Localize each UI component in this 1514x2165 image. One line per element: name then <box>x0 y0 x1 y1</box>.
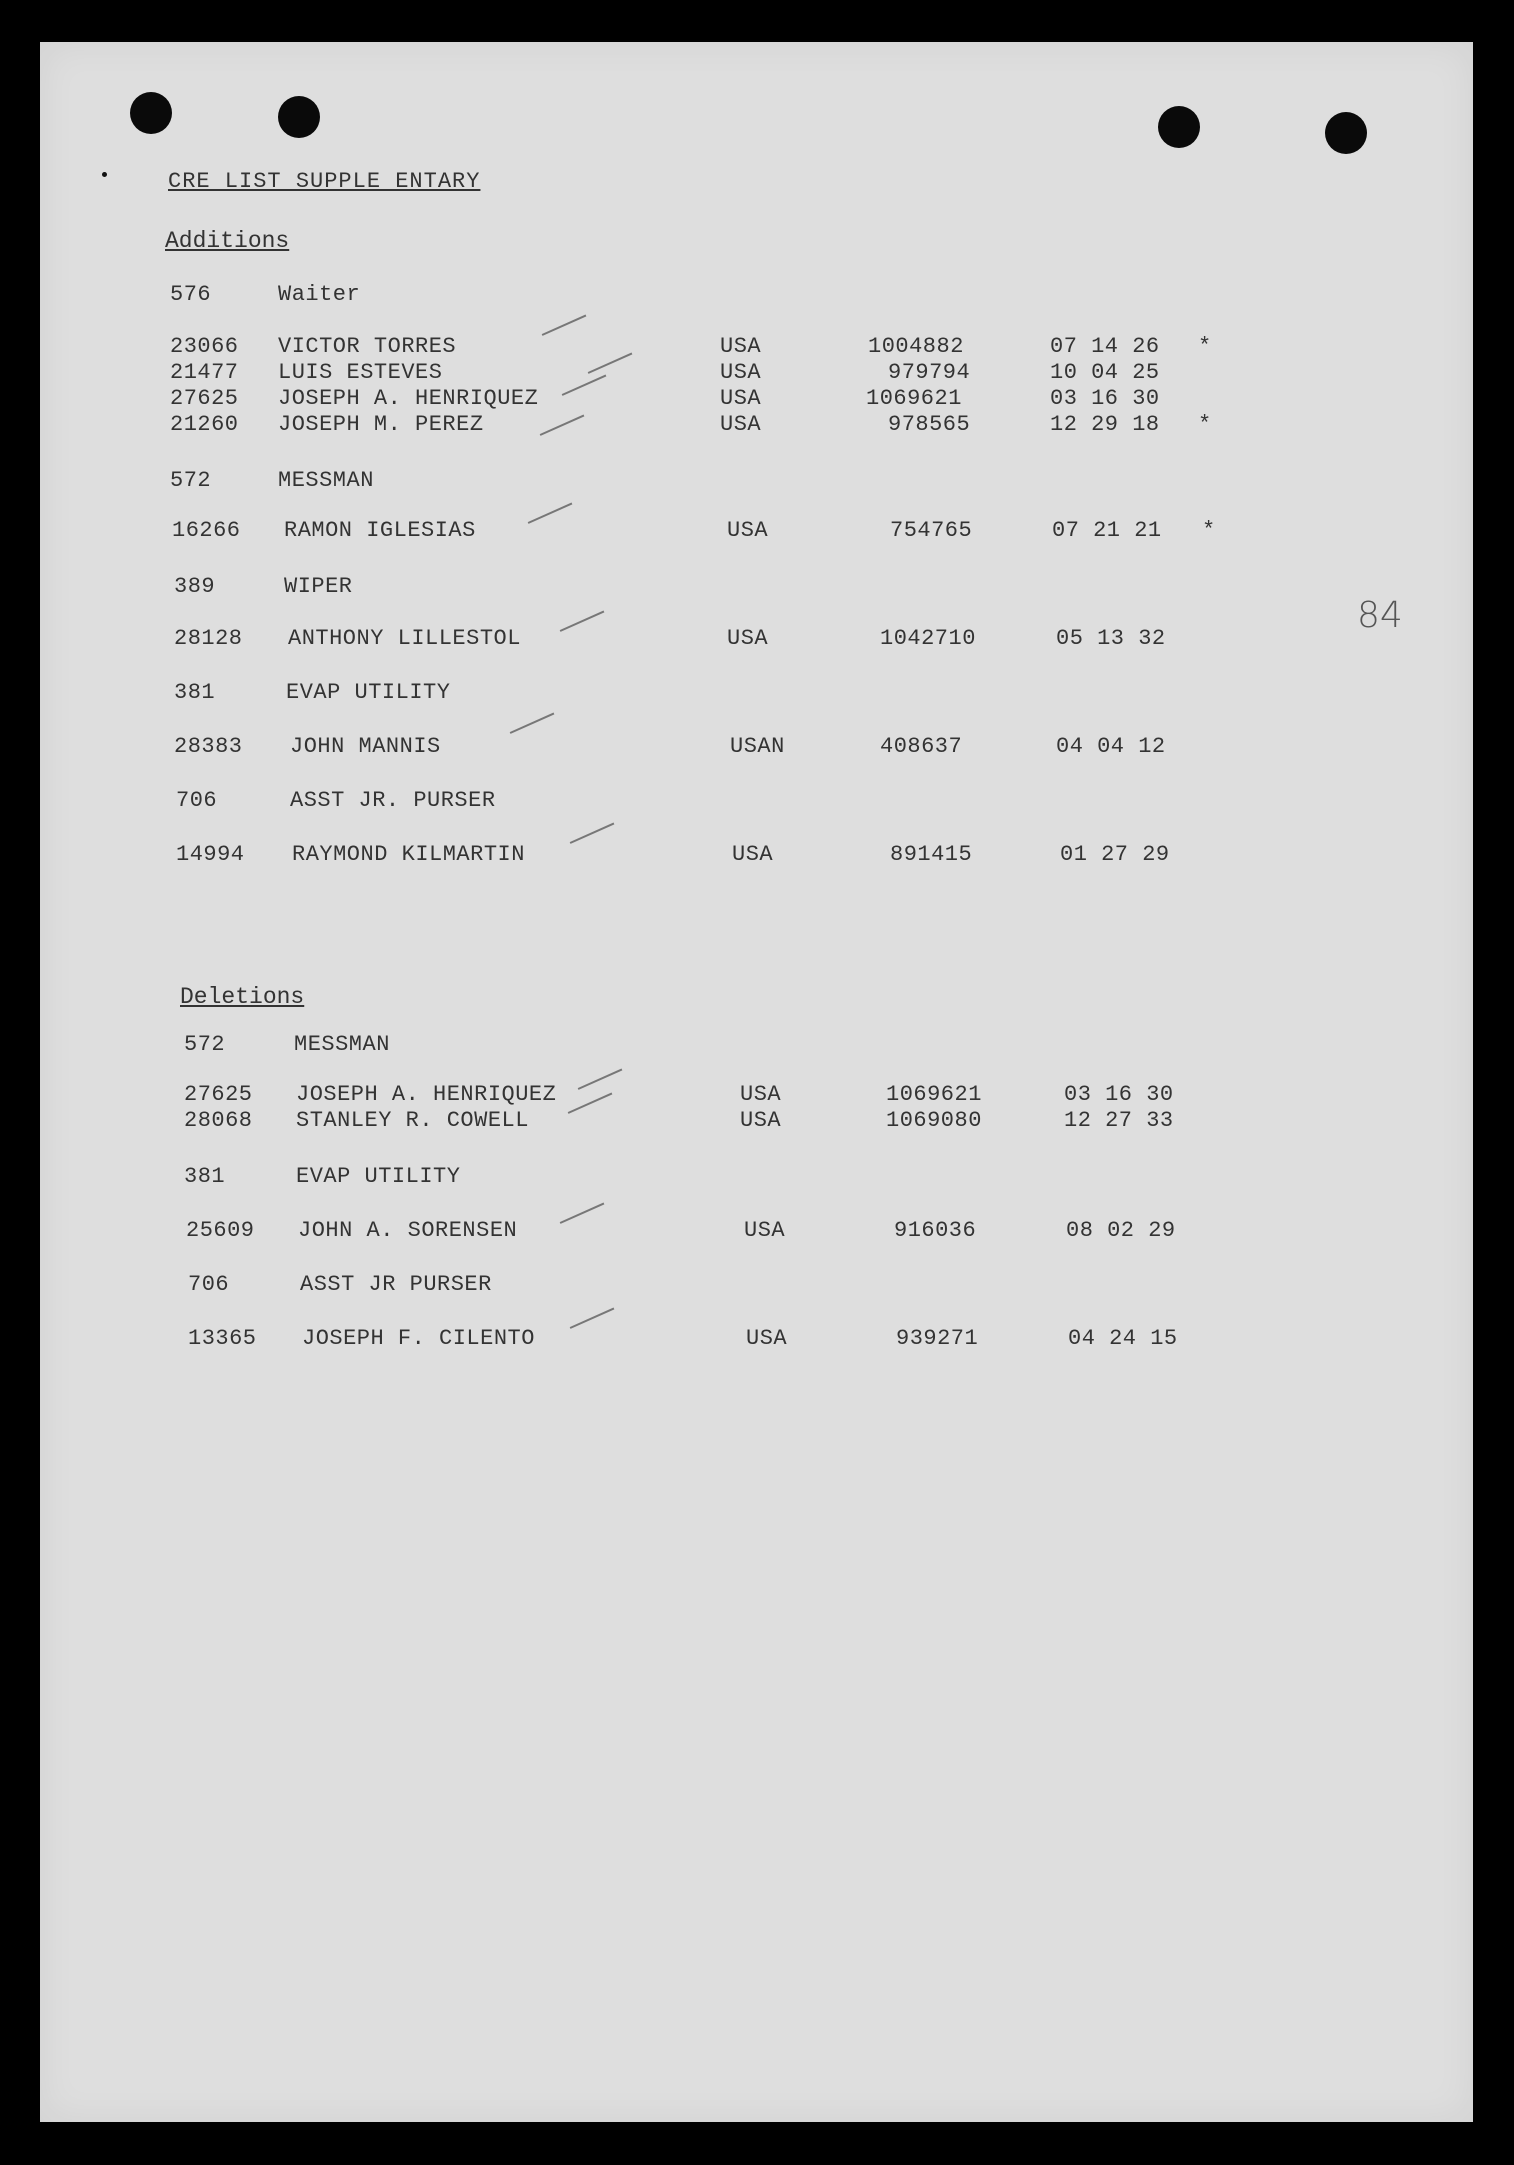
reference-number: 1069621 <box>886 1082 982 1107</box>
date: 01 27 29 <box>1060 842 1170 867</box>
date: 03 16 30 <box>1064 1082 1174 1107</box>
crew-id: 28383 <box>174 734 243 759</box>
nationality: USA <box>720 386 762 411</box>
crew-name: LUIS ESTEVES <box>278 360 443 385</box>
pencil-check-mark <box>588 353 632 374</box>
rating-name: Waiter <box>278 282 361 307</box>
rating-code: 381 <box>184 1164 226 1189</box>
rating-code: 572 <box>170 468 212 493</box>
rating-name: EVAP UTILITY <box>296 1164 461 1189</box>
date: 07 21 21 <box>1052 518 1162 543</box>
crew-id: 27625 <box>184 1082 253 1107</box>
page-number: 84 <box>1357 595 1403 636</box>
asterisk-mark: * <box>1198 412 1212 437</box>
nationality: USAN <box>730 734 785 759</box>
rating-code: 576 <box>170 282 212 307</box>
crew-id: 28068 <box>184 1108 253 1133</box>
pencil-check-mark <box>542 315 586 336</box>
nationality: USA <box>727 518 769 543</box>
nationality: USA <box>740 1108 782 1133</box>
reference-number: 1069621 <box>866 386 962 411</box>
pencil-check-mark <box>578 1069 622 1090</box>
rating-name: MESSMAN <box>294 1032 390 1057</box>
document-title: CRE LIST SUPPLE ENTARY <box>168 169 481 194</box>
reference-number: 891415 <box>890 842 973 867</box>
rating-name: WIPER <box>284 574 353 599</box>
crew-name: RAYMOND KILMARTIN <box>292 842 525 867</box>
rating-code: 381 <box>174 680 216 705</box>
additions-heading: Additions <box>165 228 290 254</box>
date: 08 02 29 <box>1066 1218 1176 1243</box>
rating-code: 572 <box>184 1032 226 1057</box>
crew-id: 27625 <box>170 386 239 411</box>
rating-code: 706 <box>188 1272 230 1297</box>
punch-hole <box>1158 106 1200 148</box>
crew-id: 16266 <box>172 518 241 543</box>
pencil-check-mark <box>560 611 604 632</box>
ink-dot <box>102 172 107 177</box>
rating-name: MESSMAN <box>278 468 374 493</box>
date: 10 04 25 <box>1050 360 1160 385</box>
pencil-check-mark <box>528 503 572 524</box>
reference-number: 916036 <box>894 1218 977 1243</box>
pencil-check-mark <box>540 415 584 436</box>
date: 07 14 26 <box>1050 334 1160 359</box>
nationality: USA <box>727 626 769 651</box>
rating-code: 706 <box>176 788 218 813</box>
deletions-heading: Deletions <box>180 984 305 1010</box>
crew-name: JOSEPH A. HENRIQUEZ <box>296 1082 557 1107</box>
reference-number: 1042710 <box>880 626 976 651</box>
nationality: USA <box>720 412 762 437</box>
pencil-check-mark <box>510 713 554 734</box>
crew-id: 13365 <box>188 1326 257 1351</box>
reference-number: 1004882 <box>868 334 964 359</box>
date: 03 16 30 <box>1050 386 1160 411</box>
crew-name: ANTHONY LILLESTOL <box>288 626 521 651</box>
nationality: USA <box>740 1082 782 1107</box>
rating-name: ASST JR PURSER <box>300 1272 492 1297</box>
crew-name: VICTOR TORRES <box>278 334 457 359</box>
reference-number: 408637 <box>880 734 963 759</box>
pencil-check-mark <box>568 1093 612 1114</box>
reference-number: 754765 <box>890 518 973 543</box>
pencil-check-mark <box>562 375 606 396</box>
nationality: USA <box>732 842 774 867</box>
crew-name: STANLEY R. COWELL <box>296 1108 529 1133</box>
reference-number: 979794 <box>888 360 971 385</box>
crew-name: JOSEPH A. HENRIQUEZ <box>278 386 539 411</box>
nationality: USA <box>720 334 762 359</box>
asterisk-mark: * <box>1198 334 1212 359</box>
pencil-check-mark <box>560 1203 604 1224</box>
crew-id: 25609 <box>186 1218 255 1243</box>
date: 12 27 33 <box>1064 1108 1174 1133</box>
date: 04 04 12 <box>1056 734 1166 759</box>
rating-name: EVAP UTILITY <box>286 680 451 705</box>
pencil-check-mark <box>570 1308 614 1329</box>
nationality: USA <box>744 1218 786 1243</box>
crew-name: JOHN MANNIS <box>290 734 441 759</box>
nationality: USA <box>746 1326 788 1351</box>
crew-id: 21477 <box>170 360 239 385</box>
asterisk-mark: * <box>1202 518 1216 543</box>
rating-code: 389 <box>174 574 216 599</box>
punch-hole <box>1325 112 1367 154</box>
date: 12 29 18 <box>1050 412 1160 437</box>
pencil-check-mark <box>570 823 614 844</box>
crew-id: 28128 <box>174 626 243 651</box>
reference-number: 1069080 <box>886 1108 982 1133</box>
crew-name: RAMON IGLESIAS <box>284 518 476 543</box>
punch-hole <box>278 96 320 138</box>
crew-name: JOHN A. SORENSEN <box>298 1218 518 1243</box>
reference-number: 978565 <box>888 412 971 437</box>
date: 05 13 32 <box>1056 626 1166 651</box>
crew-id: 14994 <box>176 842 245 867</box>
document-page <box>40 42 1473 2122</box>
nationality: USA <box>720 360 762 385</box>
reference-number: 939271 <box>896 1326 979 1351</box>
crew-id: 21260 <box>170 412 239 437</box>
date: 04 24 15 <box>1068 1326 1178 1351</box>
crew-name: JOSEPH M. PEREZ <box>278 412 484 437</box>
crew-id: 23066 <box>170 334 239 359</box>
rating-name: ASST JR. PURSER <box>290 788 496 813</box>
punch-hole <box>130 92 172 134</box>
crew-name: JOSEPH F. CILENTO <box>302 1326 535 1351</box>
